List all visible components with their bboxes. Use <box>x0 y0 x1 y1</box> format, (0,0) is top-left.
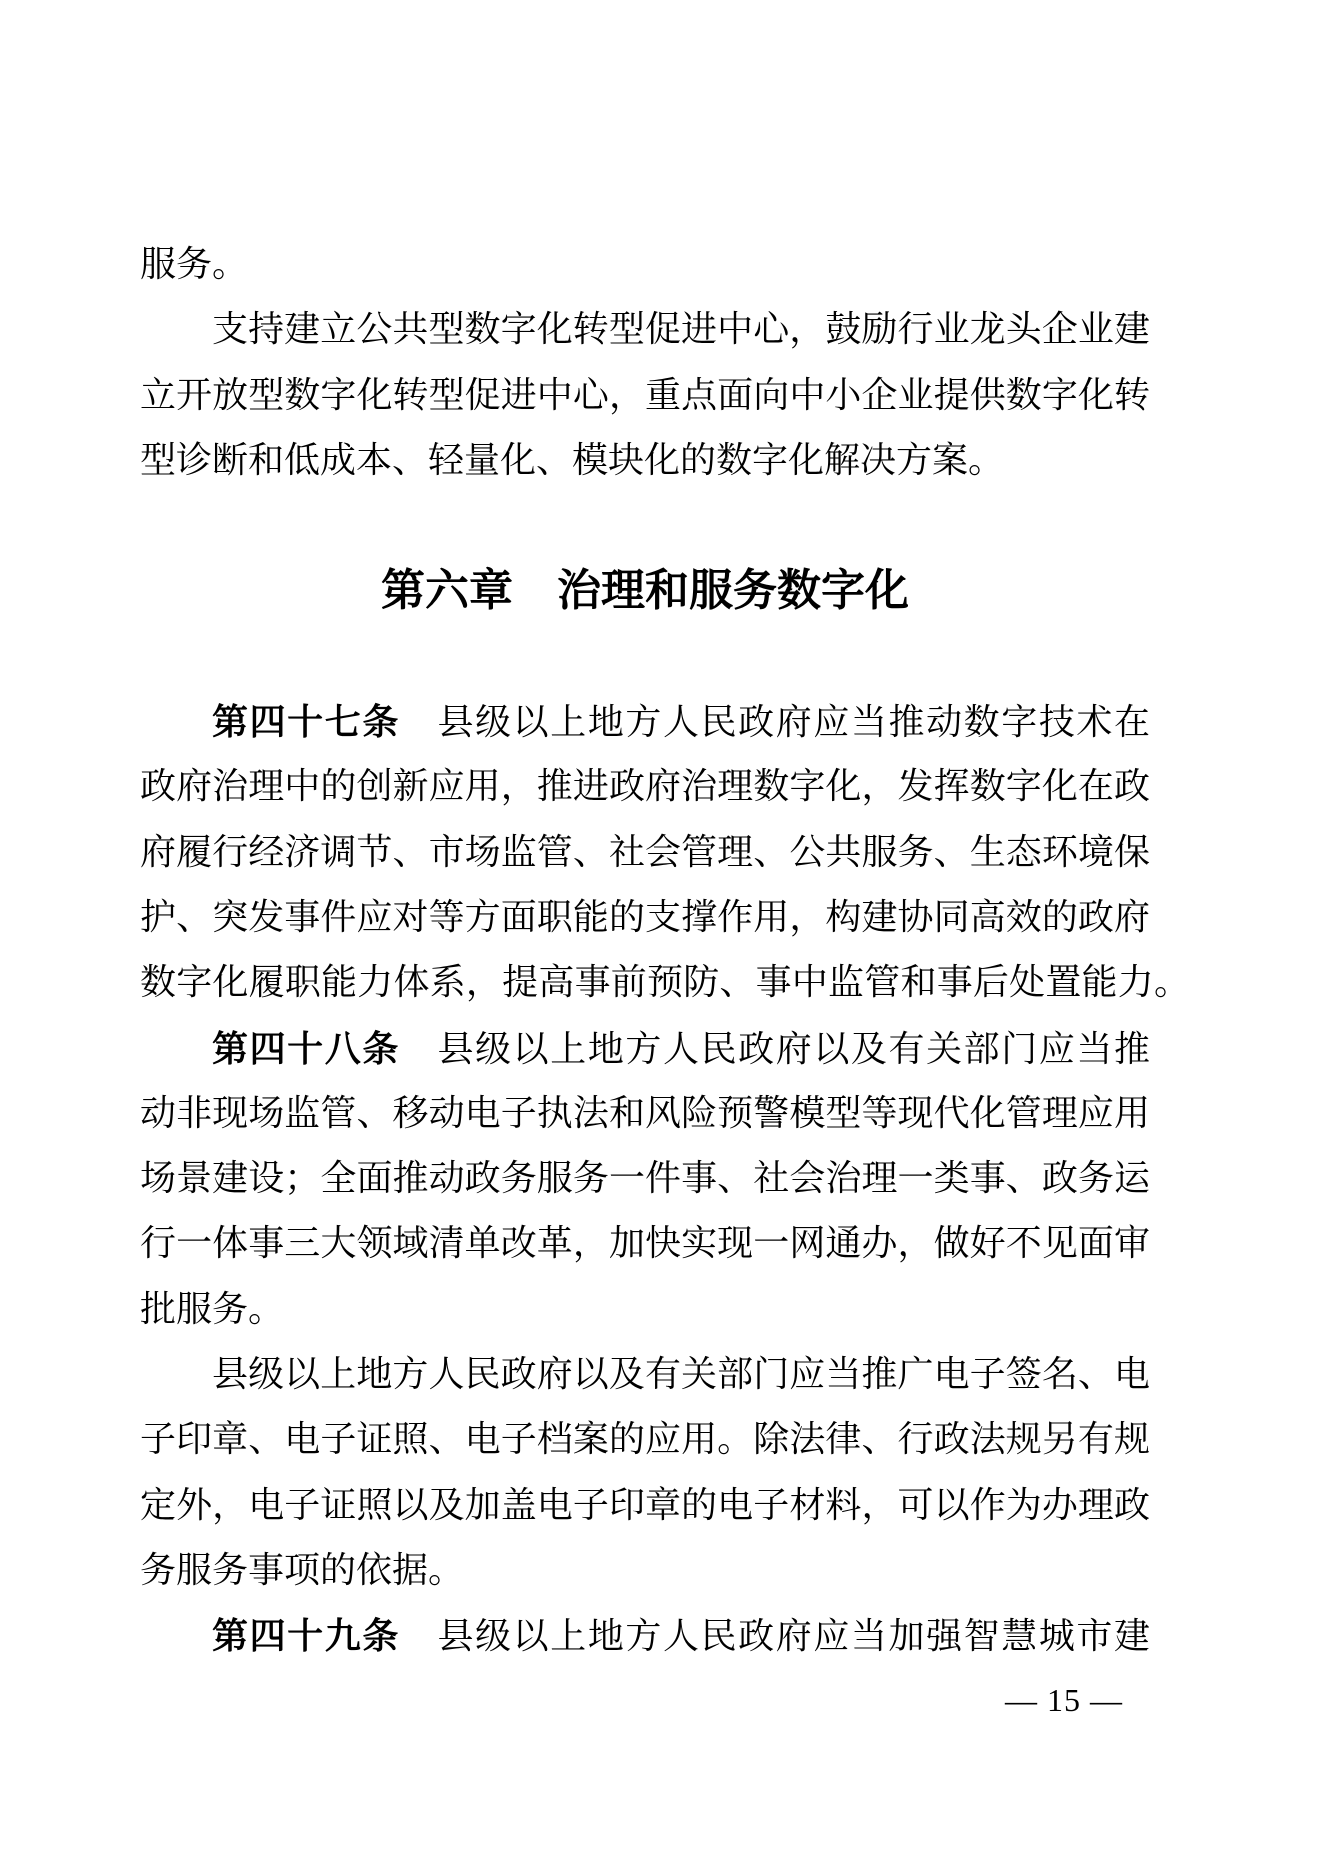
article-number: 第四十八条 <box>212 1027 400 1069</box>
page-number: — 15 — <box>1005 1682 1123 1718</box>
text-line: 县级以上地方人民政府以及有关部门应当推广电子签名、电 <box>212 1354 1150 1395</box>
text-line: 府履行经济调节、市场监管、社会管理、公共服务、生态环境保 <box>140 831 1150 872</box>
chapter-heading: 第六章 治理和服务数字化 <box>381 566 909 616</box>
blank-line <box>140 493 1150 558</box>
text-line: 动非现场监管、移动电子执法和风险预警模型等现代化管理应用 <box>140 1092 1150 1133</box>
text-line: 数字化履职能力体系，提高事前预防、事中监管和事后处置能力。 <box>140 962 1190 1003</box>
article-number: 第四十九条 <box>212 1615 400 1657</box>
text-line: 务服务事项的依据。 <box>140 1549 465 1590</box>
text-line: 场景建设；全面推动政务服务一件事、社会治理一类事、政务运 <box>140 1158 1150 1199</box>
article-line: 第四十七条 县级以上地方人民政府应当推动数字技术在 <box>212 701 1150 743</box>
blank-line <box>140 624 1150 689</box>
text-line: 批服务。 <box>140 1288 285 1329</box>
article-line: 第四十八条 县级以上地方人民政府以及有关部门应当推 <box>212 1027 1150 1069</box>
article-number: 第四十七条 <box>212 701 400 743</box>
text-line: 服务。 <box>140 244 249 284</box>
text-line: 型诊断和低成本、轻量化、模块化的数字化解决方案。 <box>140 439 1005 480</box>
text-line: 支持建立公共型数字化转型促进中心，鼓励行业龙头企业建 <box>212 309 1150 350</box>
document-lines <box>140 232 1190 1669</box>
text-line: 立开放型数字化转型促进中心，重点面向中小企业提供数字化转 <box>140 374 1150 415</box>
text-line: 护、突发事件应对等方面职能的支撑作用，构建协同高效的政府 <box>140 896 1150 937</box>
text-line: 定外，电子证照以及加盖电子印章的电子材料，可以作为办理政 <box>140 1484 1150 1525</box>
text-line: 政府治理中的创新应用，推进政府治理数字化，发挥数字化在政 <box>140 766 1150 807</box>
text-line: 行一体事三大领域清单改革，加快实现一网通办，做好不见面审 <box>140 1223 1150 1264</box>
text-line: 子印章、电子证照、电子档案的应用。除法律、行政法规另有规 <box>140 1419 1150 1460</box>
article-line: 第四十九条 县级以上地方人民政府应当加强智慧城市建 <box>212 1615 1150 1657</box>
